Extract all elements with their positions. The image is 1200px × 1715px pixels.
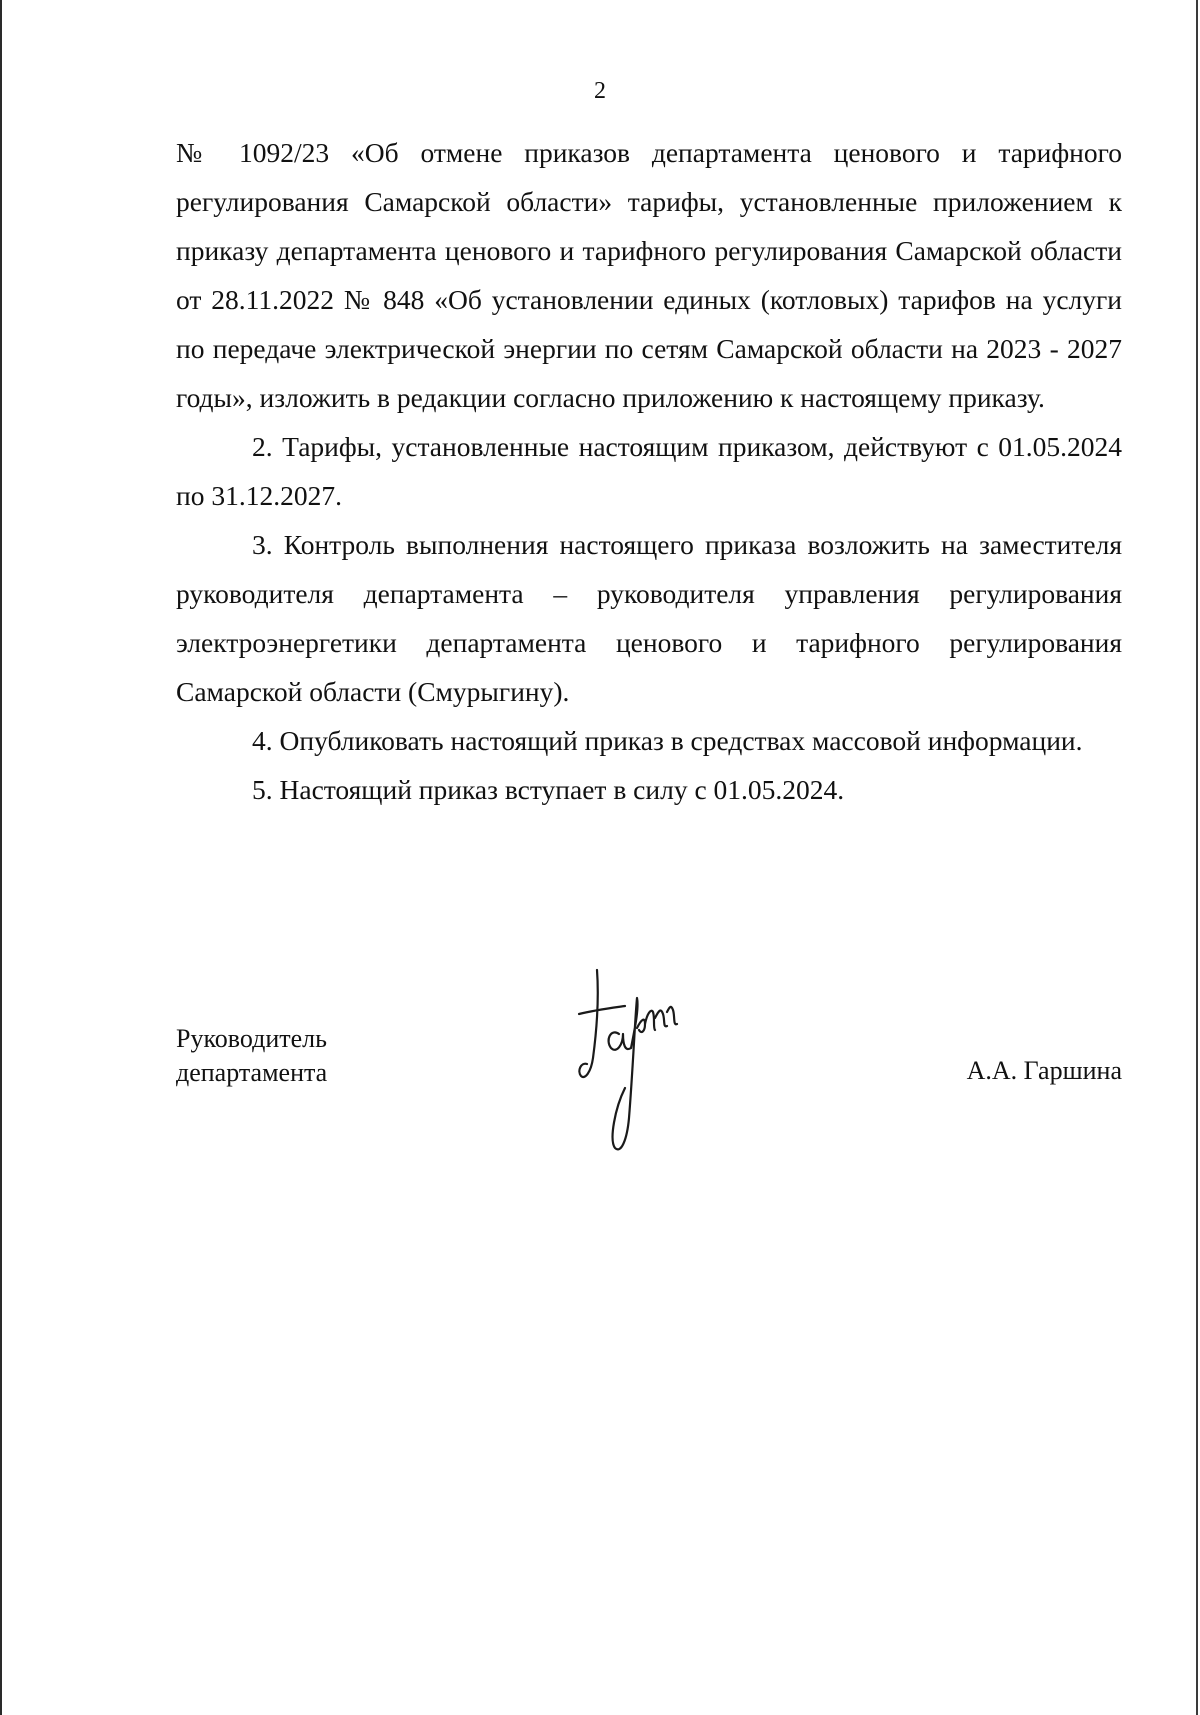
paragraph-1: № 1092/23 «Об отмене приказов департамента ценового и тарифного регулирования Самарской области» тарифы, установленные приложением к приказу департамента ценового и тарифного регулирования Самарской области от 28.11.2022 № 848 «Об установлении единых (котловых) тарифов на услуги по передаче электрической энергии по сетям Самарской области на 2023 - 2027 годы», изложить в редакции согласно приложению к настоящему приказу.: [176, 137, 1122, 413]
paragraph-3: 3. Контроль выполнения настоящего приказа возложить на заместителя руководителя департамента – руководителя управления регулирования электроэнергетики департамента ценового и тарифного регулирования Самарской области (Смурыгину).: [176, 529, 1122, 707]
scan-edge-left: [0, 0, 2, 1715]
signatory-position-line2: департамента: [176, 1058, 328, 1087]
signatory-name: А.А. Гаршина: [966, 1056, 1122, 1085]
signatory-position: [176, 1022, 327, 1090]
handwritten-signature: [575, 968, 695, 1158]
scan-edge-right: [1196, 0, 1198, 1715]
page-number: 2: [594, 78, 606, 104]
paragraph-4: 4. Опубликовать настоящий приказ в средствах массовой информации.: [252, 725, 1083, 756]
paragraph-5: 5. Настоящий приказ вступает в силу с 01.05.2024.: [252, 774, 845, 805]
signatory-position-line1: Руководитель: [176, 1024, 327, 1053]
paragraph-2: 2. Тарифы, установленные настоящим приказом, действуют с 01.05.2024 по 31.12.2027.: [176, 431, 1122, 511]
document-body: [176, 128, 1122, 814]
